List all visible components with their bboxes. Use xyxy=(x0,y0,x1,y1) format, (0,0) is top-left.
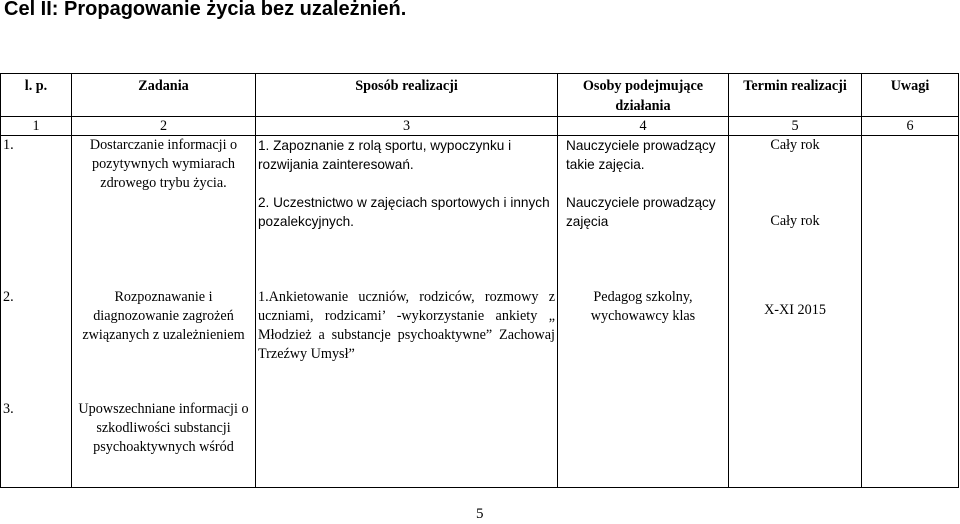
termin-item-1: Cały rok xyxy=(770,137,820,153)
row-uwagi xyxy=(862,136,959,284)
table-row xyxy=(1,396,959,488)
header-termin: Termin realizacji xyxy=(729,74,862,117)
row-zadania xyxy=(72,284,256,396)
row-zadania xyxy=(72,136,256,284)
table-row xyxy=(1,284,959,396)
header-osoby: Osoby podejmujące działania xyxy=(558,74,729,117)
sposob-item-2: 2. Uczestnictwo w zajęciach sportowych i innych pozalekcyjnych. xyxy=(258,195,550,229)
column-number: 4 xyxy=(558,117,729,136)
row-termin: X-XI 2015 xyxy=(729,284,862,396)
row-sposob-realizacji: 1.Ankietowanie uczniów, rodziców, rozmowy z uczniami, rodzicami’ -wykorzystanie ankiety „ Młodzież a substancje psychoaktywne” Zachowaj Trzeźwy Umysł” xyxy=(256,284,558,396)
column-number-row xyxy=(1,117,959,136)
header-zadania: Zadania xyxy=(72,74,256,117)
page-number: 5 xyxy=(476,506,484,522)
page-title: Cel II: Propagowanie życia bez uzależnień. xyxy=(4,0,407,20)
row-osoby xyxy=(558,136,729,284)
row-zadania xyxy=(72,396,256,488)
row-termin xyxy=(729,136,862,284)
table-row xyxy=(1,136,959,284)
row-uwagi xyxy=(862,396,959,488)
column-number: 1 xyxy=(1,117,72,136)
sposob-item-1: 1. Zapoznanie z rolą sportu, wypoczynku i rozwijania zainteresowań. xyxy=(258,138,512,172)
termin-item-2: Cały rok xyxy=(770,213,820,229)
row-osoby xyxy=(558,396,729,488)
column-number: 2 xyxy=(72,117,256,136)
column-number: 5 xyxy=(729,117,862,136)
row-uwagi xyxy=(862,284,959,396)
row-lp: 3. xyxy=(1,396,72,488)
row-lp: 1. xyxy=(1,136,72,284)
plan-table xyxy=(0,73,959,488)
row-termin xyxy=(729,396,862,488)
row-zadania-text: Rozpoznawanie i diagnozowanie zagrożeń związanych z uzależnieniem xyxy=(82,288,245,343)
row-lp: 2. xyxy=(1,284,72,396)
osoby-item-1: Nauczyciele prowadzący takie zajęcia. xyxy=(566,138,716,172)
row-zadania-text: Dostarczanie informacji o pozytywnych wymiarach zdrowego trybu życia. xyxy=(89,137,238,191)
row-sposob-realizacji xyxy=(256,136,558,284)
row-zadania-text: Upowszechniane informacji o szkodliwości substancji psychoaktywnych wśród xyxy=(78,400,249,455)
header-sposob-realizacji: Sposób realizacji xyxy=(256,74,558,117)
row-osoby: Pedagog szkolny, wychowawcy klas xyxy=(558,284,729,396)
osoby-item-2: Nauczyciele prowadzący zajęcia xyxy=(566,195,716,229)
row-sposob-realizacji xyxy=(256,396,558,488)
header-lp: l. p. xyxy=(1,74,72,117)
table-header-row xyxy=(1,74,959,117)
column-number: 6 xyxy=(862,117,959,136)
header-uwagi: Uwagi xyxy=(862,74,959,117)
column-number: 3 xyxy=(256,117,558,136)
